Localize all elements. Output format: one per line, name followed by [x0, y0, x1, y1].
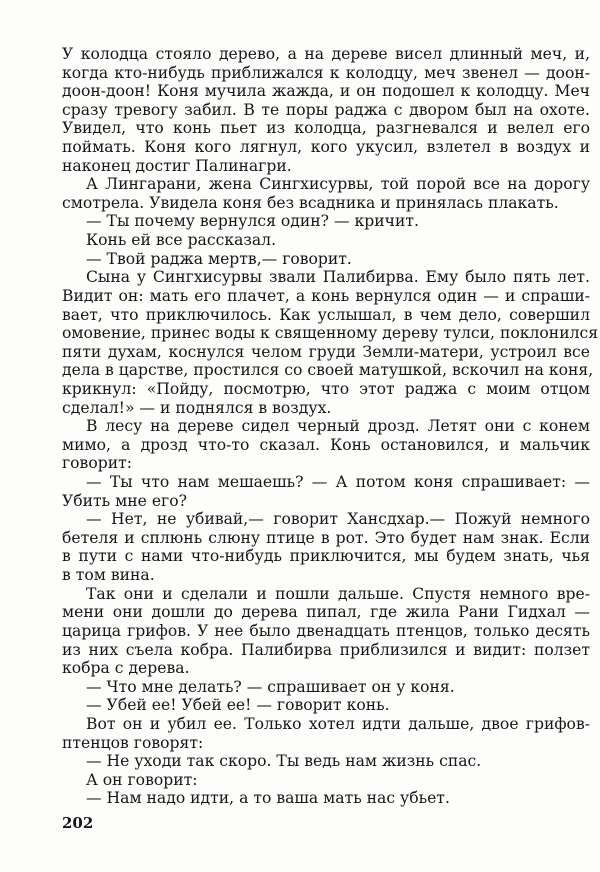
- text-line: — Нам надо идти, а то ваша мать нас убьет.: [86, 789, 450, 808]
- text-line: — Убей ее! Убей ее! — говорит конь.: [86, 696, 390, 715]
- text-line: — Не уходи так скоро. Ты ведь нам жизнь спас.: [86, 752, 482, 771]
- text-line: пяти духам, коснулся челом груди Земли-матери, устроил все: [62, 342, 590, 361]
- text-line: доон-доон! Коня мучила жажда, и он подошел к колодцу. Меч: [62, 82, 590, 101]
- text-line: В лесу на дереве сидел черный дрозд. Летят они с конем: [86, 417, 590, 436]
- text-line: У колодца стояло дерево, а на дереве висел длинный меч, и,: [62, 45, 590, 63]
- text-line: в пути с нами что-нибудь приключится, мы будем знать, чья: [62, 547, 590, 566]
- text-line: Убить мне его?: [62, 491, 187, 510]
- text-line: сразу тревогу забил. В те поры раджа с двором был на охоте.: [62, 100, 590, 119]
- text-line: крикнул: «Пойду, посмотрю, что этот раджа с моим отцом: [62, 379, 590, 398]
- text-line: смотрела. Увидела коня без всадника и принялась плакать.: [62, 193, 559, 212]
- text-line: мени они дошли до дерева пипал, где жила Рани Гидхал —: [62, 603, 590, 622]
- text-line: Вот он и убил ее. Только хотел идти дальше, двое грифов-: [86, 714, 590, 733]
- text-line: — Твой раджа мертв,— говорит.: [86, 249, 352, 268]
- text-line: вает, что приключилось. Как услышал, в чем дело, совершил: [62, 305, 590, 324]
- text-line: в том вина.: [62, 566, 155, 585]
- text-line: — Что мне делать? — спрашивает он у коня.: [86, 677, 455, 696]
- text-line: поймать. Коня кого лягнул, кого укусил, взлетел в воздух и: [62, 138, 590, 157]
- text-line: — Ты что нам мешаешь? — А потом коня спрашивает: —: [86, 473, 590, 492]
- text-line: царица грифов. У нее было двенадцать птенцов, только десять: [62, 621, 590, 640]
- text-line: омовение, принес воды к священному дереву тулси, поклонился: [62, 324, 599, 343]
- text-line: из них съела кобра. Палибирва приблизился и видит: ползет: [62, 640, 590, 659]
- text-line: Сына у Сингхисурвы звали Палибирва. Ему было пять лет.: [86, 268, 590, 287]
- page-body-text: [62, 45, 599, 808]
- text-line: — Нет, не убивай,— говорит Хансдхар.— Пожуй немного: [86, 510, 590, 529]
- text-line: сделал!» — и поднялся в воздух.: [62, 398, 332, 417]
- text-line: А он говорит:: [86, 770, 198, 789]
- text-line: Так они и сделали и пошли дальше. Спустя немного вре-: [86, 584, 590, 603]
- text-line: бетеля и сплюнь слюну птице в рот. Это будет нам знак. Если: [62, 528, 590, 547]
- text-line: А Лингарани, жена Сингхисурвы, той порой все на дорогу: [86, 175, 590, 194]
- text-line: птенцов говорят:: [62, 733, 204, 752]
- page-number: 202: [62, 814, 94, 832]
- text-line: говорит:: [62, 454, 132, 473]
- text-line: наконец достиг Палинагри.: [62, 156, 292, 175]
- text-line: кобра с дерева.: [62, 659, 190, 678]
- text-line: Конь ей все рассказал.: [86, 231, 277, 250]
- text-line: дела в царстве, простился со своей матушкой, вскочил на коня,: [62, 361, 594, 380]
- text-line: Видит он: мать его плачет, а конь вернулся один — и спраши-: [62, 286, 590, 305]
- text-line: когда кто-нибудь приближался к колодцу, меч звенел — доон-: [62, 63, 590, 82]
- text-line: Увидел, что конь пьет из колодца, разгневался и велел его: [62, 119, 590, 138]
- text-line: — Ты почему вернулся один? — кричит.: [86, 212, 419, 231]
- text-line: мимо, а дрозд что-то сказал. Конь остановился, и мальчик: [62, 435, 590, 454]
